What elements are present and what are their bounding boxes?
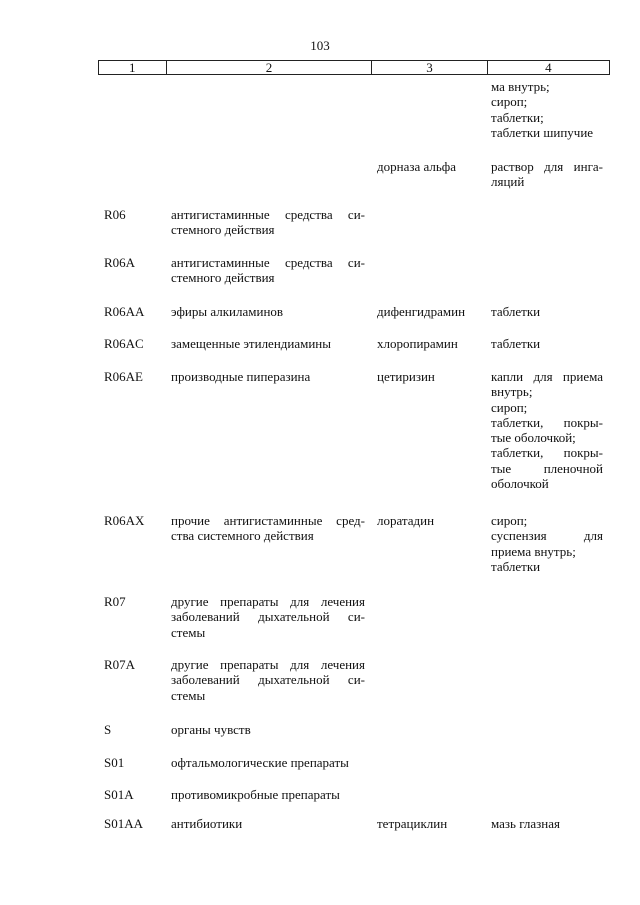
drug-name: дорназа альфа bbox=[377, 159, 456, 174]
atc-code: S01 bbox=[104, 755, 125, 770]
group-name bbox=[171, 369, 365, 384]
drug-name: цетиризин bbox=[377, 369, 435, 384]
form-line: тые пленочной bbox=[491, 460, 603, 476]
name-line: стемного действия bbox=[171, 270, 275, 286]
form-line: внутрь; bbox=[491, 384, 533, 400]
atc-code: S01A bbox=[104, 787, 134, 802]
form-line: раствор для инга- bbox=[491, 159, 603, 174]
form-line: тые оболочкой; bbox=[491, 430, 576, 446]
dosage-forms bbox=[491, 513, 603, 574]
atc-code: S01AA bbox=[104, 816, 144, 831]
atc-code: R06AC bbox=[104, 336, 144, 351]
group-name bbox=[171, 787, 365, 802]
dosage-forms bbox=[491, 336, 603, 351]
drug-name: хлоропирамин bbox=[377, 336, 458, 351]
header-col-4: 4 bbox=[545, 60, 552, 75]
form-line: сироп; bbox=[491, 513, 528, 528]
name-line: эфиры алкиламинов bbox=[171, 304, 284, 319]
name-line: замещенные этилендиамины bbox=[171, 336, 331, 351]
name-line: антибиотики bbox=[171, 816, 243, 831]
name-line: ства системного действия bbox=[171, 528, 314, 544]
continued-form-line: ма внутрь; bbox=[491, 79, 550, 94]
name-line: антигистаминные средства си- bbox=[171, 207, 365, 222]
name-line: другие препараты для лечения bbox=[171, 657, 365, 672]
name-line: стемы bbox=[171, 687, 206, 703]
form-line: таблетки bbox=[491, 304, 541, 319]
table-header bbox=[98, 60, 610, 75]
drug-name: дифенгидрамин bbox=[377, 304, 466, 319]
atc-code: R06AA bbox=[104, 304, 145, 319]
atc-code: R06 bbox=[104, 207, 126, 222]
page-number: 103 bbox=[310, 38, 330, 53]
form-line: оболочкой bbox=[491, 476, 549, 492]
group-name bbox=[171, 207, 365, 238]
name-line: производные пиперазина bbox=[171, 369, 311, 384]
form-line: суспензия для bbox=[491, 528, 603, 544]
atc-code: R06A bbox=[104, 255, 136, 270]
form-line: ляций bbox=[491, 174, 525, 190]
form-line: сироп; bbox=[491, 399, 528, 415]
form-line: таблетки, покры- bbox=[491, 414, 603, 430]
form-line: таблетки bbox=[491, 336, 541, 351]
atc-code: R07 bbox=[104, 594, 126, 609]
name-line: стемы bbox=[171, 624, 206, 640]
group-name bbox=[171, 722, 365, 737]
group-name bbox=[171, 594, 365, 640]
dosage-forms bbox=[491, 369, 603, 491]
atc-code: R07A bbox=[104, 657, 136, 672]
group-name bbox=[171, 255, 365, 286]
name-line: противомикробные препараты bbox=[171, 787, 340, 802]
atc-code: R06AE bbox=[104, 369, 143, 384]
group-name bbox=[171, 336, 365, 351]
continued-form-line: таблетки шипучие bbox=[491, 124, 594, 140]
name-line: антигистаминные средства си- bbox=[171, 255, 365, 270]
group-name bbox=[171, 657, 365, 703]
group-name bbox=[171, 755, 365, 770]
atc-code: R06AX bbox=[104, 513, 145, 528]
dosage-forms bbox=[491, 304, 603, 319]
name-line: другие препараты для лечения bbox=[171, 594, 365, 609]
dosage-forms bbox=[491, 816, 603, 831]
name-line: прочие антигистаминные сред- bbox=[171, 513, 365, 528]
form-line: мазь глазная bbox=[491, 816, 560, 831]
name-line: заболеваний дыхательной си- bbox=[171, 672, 365, 688]
continued-form-line: сироп; bbox=[491, 94, 528, 110]
continued-form-line: таблетки; bbox=[491, 109, 544, 125]
header-col-2: 2 bbox=[167, 61, 373, 74]
group-name bbox=[171, 513, 365, 544]
header-col-3: 3 bbox=[372, 61, 487, 74]
form-line: капли для приема bbox=[491, 369, 603, 384]
form-line: таблетки bbox=[491, 558, 541, 574]
header-col-1: 1 bbox=[99, 61, 167, 74]
dosage-forms bbox=[491, 159, 603, 190]
name-line: офтальмологические препараты bbox=[171, 755, 349, 770]
drug-name: лоратадин bbox=[377, 513, 435, 528]
group-name bbox=[171, 304, 365, 319]
name-line: органы чувств bbox=[171, 722, 251, 737]
group-name bbox=[171, 816, 365, 831]
name-line: стемного действия bbox=[171, 222, 275, 238]
atc-code: S bbox=[104, 722, 112, 737]
name-line: заболеваний дыхательной си- bbox=[171, 609, 365, 625]
continued-forms bbox=[491, 79, 603, 140]
form-line: приема внутрь; bbox=[491, 543, 576, 559]
form-line: таблетки, покры- bbox=[491, 445, 603, 461]
drug-name: тетрациклин bbox=[377, 816, 448, 831]
